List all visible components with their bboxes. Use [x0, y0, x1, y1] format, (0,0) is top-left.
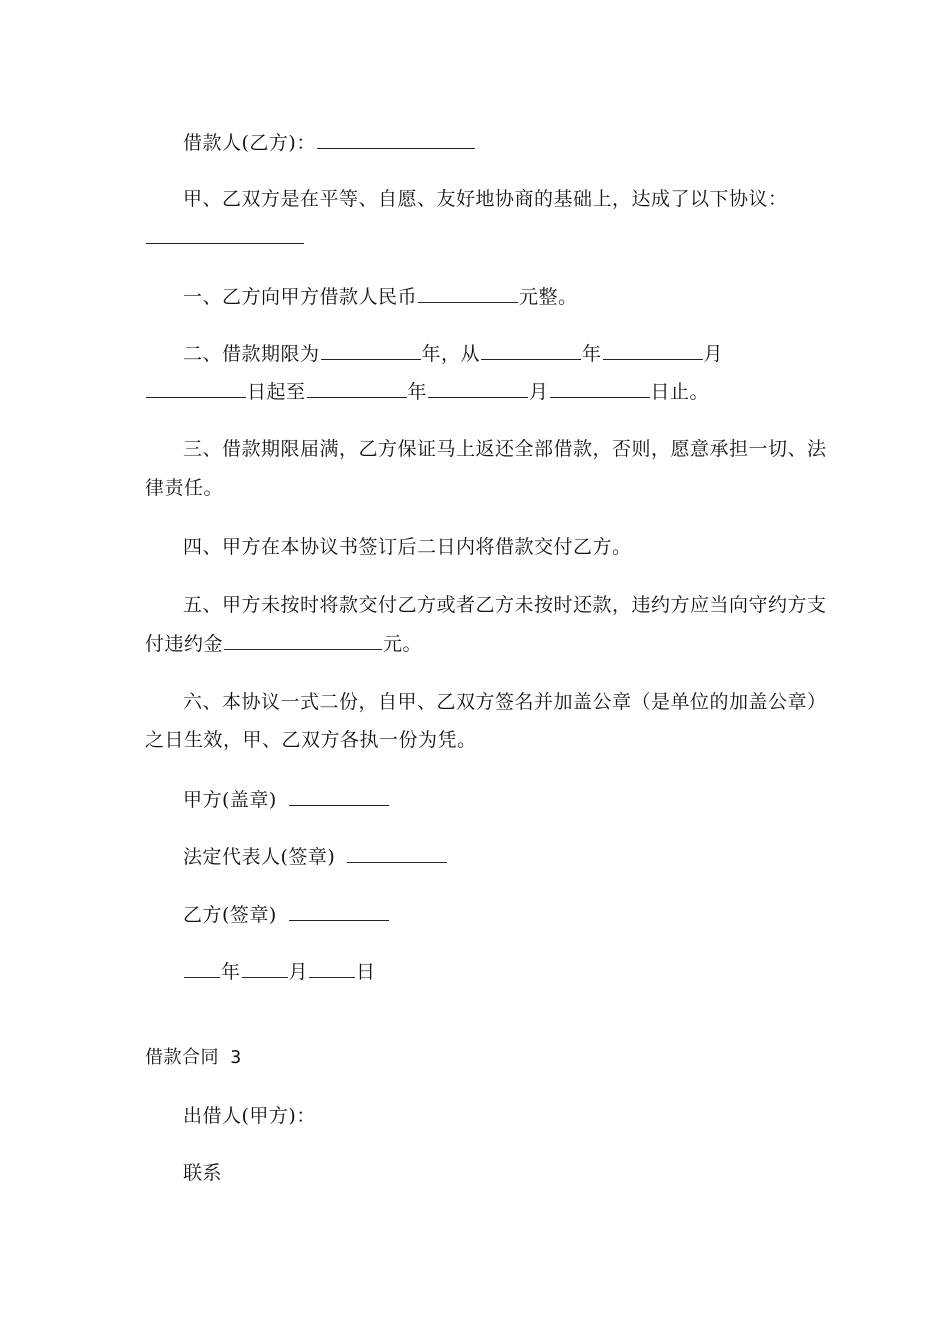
start-month-blank: [603, 341, 703, 360]
party-b-blank: [289, 902, 389, 921]
intro-text: [183, 187, 788, 211]
clause-6-line-2: [145, 728, 477, 752]
borrower-blank: [317, 130, 475, 149]
borrower-line: [183, 130, 476, 155]
clause-2-year-from: 年，从: [421, 343, 481, 365]
intro-sentence: 甲、乙双方是在平等、自愿、友好地协商的基础上，达成了以下协议：: [183, 188, 788, 210]
amount-blank: [418, 284, 518, 303]
party-a-signature: [183, 787, 390, 812]
start-year-blank: [481, 341, 581, 360]
clause-6-text-2: 之日生效，甲、乙双方各执一份为凭。: [145, 729, 477, 751]
clause-2-day-end: 日止。: [650, 381, 710, 403]
legal-rep-blank: [347, 844, 447, 863]
intro-blank: [146, 225, 304, 244]
clause-2-line-1: [183, 341, 723, 366]
date-year-label: 年: [221, 961, 241, 983]
lender-line: [183, 1104, 316, 1128]
clause-2-day-from: 日起至: [247, 381, 306, 403]
end-month-blank: [428, 379, 528, 398]
party-a-blank: [289, 787, 389, 806]
end-day-blank: [550, 379, 650, 398]
clause-2-year3: 年: [407, 381, 428, 403]
clause-1-suffix: 元整。: [519, 286, 578, 308]
party-b-signature: [183, 902, 390, 927]
legal-rep-signature: [183, 844, 448, 869]
clause-3-line-2: [145, 476, 223, 500]
party-a-label: 甲方(盖章): [183, 789, 277, 811]
clause-4: [183, 535, 632, 559]
party-b-label: 乙方(签章): [183, 904, 277, 926]
date-day-blank: [309, 959, 355, 978]
clause-1-prefix: 一、乙方向甲方借款人民币: [183, 286, 418, 308]
clause-5-prefix: 付违约金: [145, 633, 224, 655]
signing-date: [183, 959, 376, 984]
date-day-label: 日: [356, 961, 376, 983]
clause-6-text-1: 六、本协议一式二份，自甲、乙双方签名并加盖公章（是单位的加盖公章）: [183, 691, 827, 713]
date-year-blank: [184, 959, 220, 978]
contract-3-heading: 借款合同 3: [145, 1047, 242, 1068]
clause-2-month2: 月: [529, 381, 549, 403]
clause-3-text-2: 律责任。: [145, 477, 224, 499]
clause-2-line-2: [145, 379, 709, 404]
clause-5-text-1: 五、甲方未按时将款交付乙方或者乙方未按时还款，违约方应当向守约方支: [183, 594, 827, 616]
borrower-label: 借款人(乙方)：: [183, 132, 316, 154]
intro-blank-line: [145, 225, 305, 250]
clause-5-suffix: 元。: [383, 633, 423, 655]
penalty-blank: [224, 631, 382, 650]
clause-2-prefix: 二、借款期限为: [183, 343, 320, 365]
clause-3-text-1: 三、借款期限届满，乙方保证马上返还全部借款，否则，愿意承担一切、法: [183, 438, 827, 460]
clause-3-line-1: [183, 437, 827, 461]
date-month-blank: [242, 959, 288, 978]
clause-5-line-1: [183, 593, 827, 617]
start-day-blank: [146, 379, 246, 398]
clause-5-line-2: [145, 631, 422, 656]
contact-line: [183, 1161, 222, 1185]
clause-2-month: 月: [703, 343, 724, 365]
term-years-blank: [321, 341, 421, 360]
clause-1: [183, 284, 578, 309]
clause-6-line-1: [183, 690, 827, 714]
contact-label: 联系: [183, 1162, 223, 1184]
clause-2-year2: 年: [582, 343, 602, 365]
legal-rep-label: 法定代表人(签章): [183, 846, 336, 868]
contract-3-title: [145, 1046, 242, 1070]
end-year-blank: [307, 379, 407, 398]
lender-label: 出借人(甲方)：: [183, 1105, 316, 1127]
date-month-label: 月: [288, 961, 309, 983]
clause-4-text: 四、甲方在本协议书签订后二日内将借款交付乙方。: [183, 536, 632, 558]
